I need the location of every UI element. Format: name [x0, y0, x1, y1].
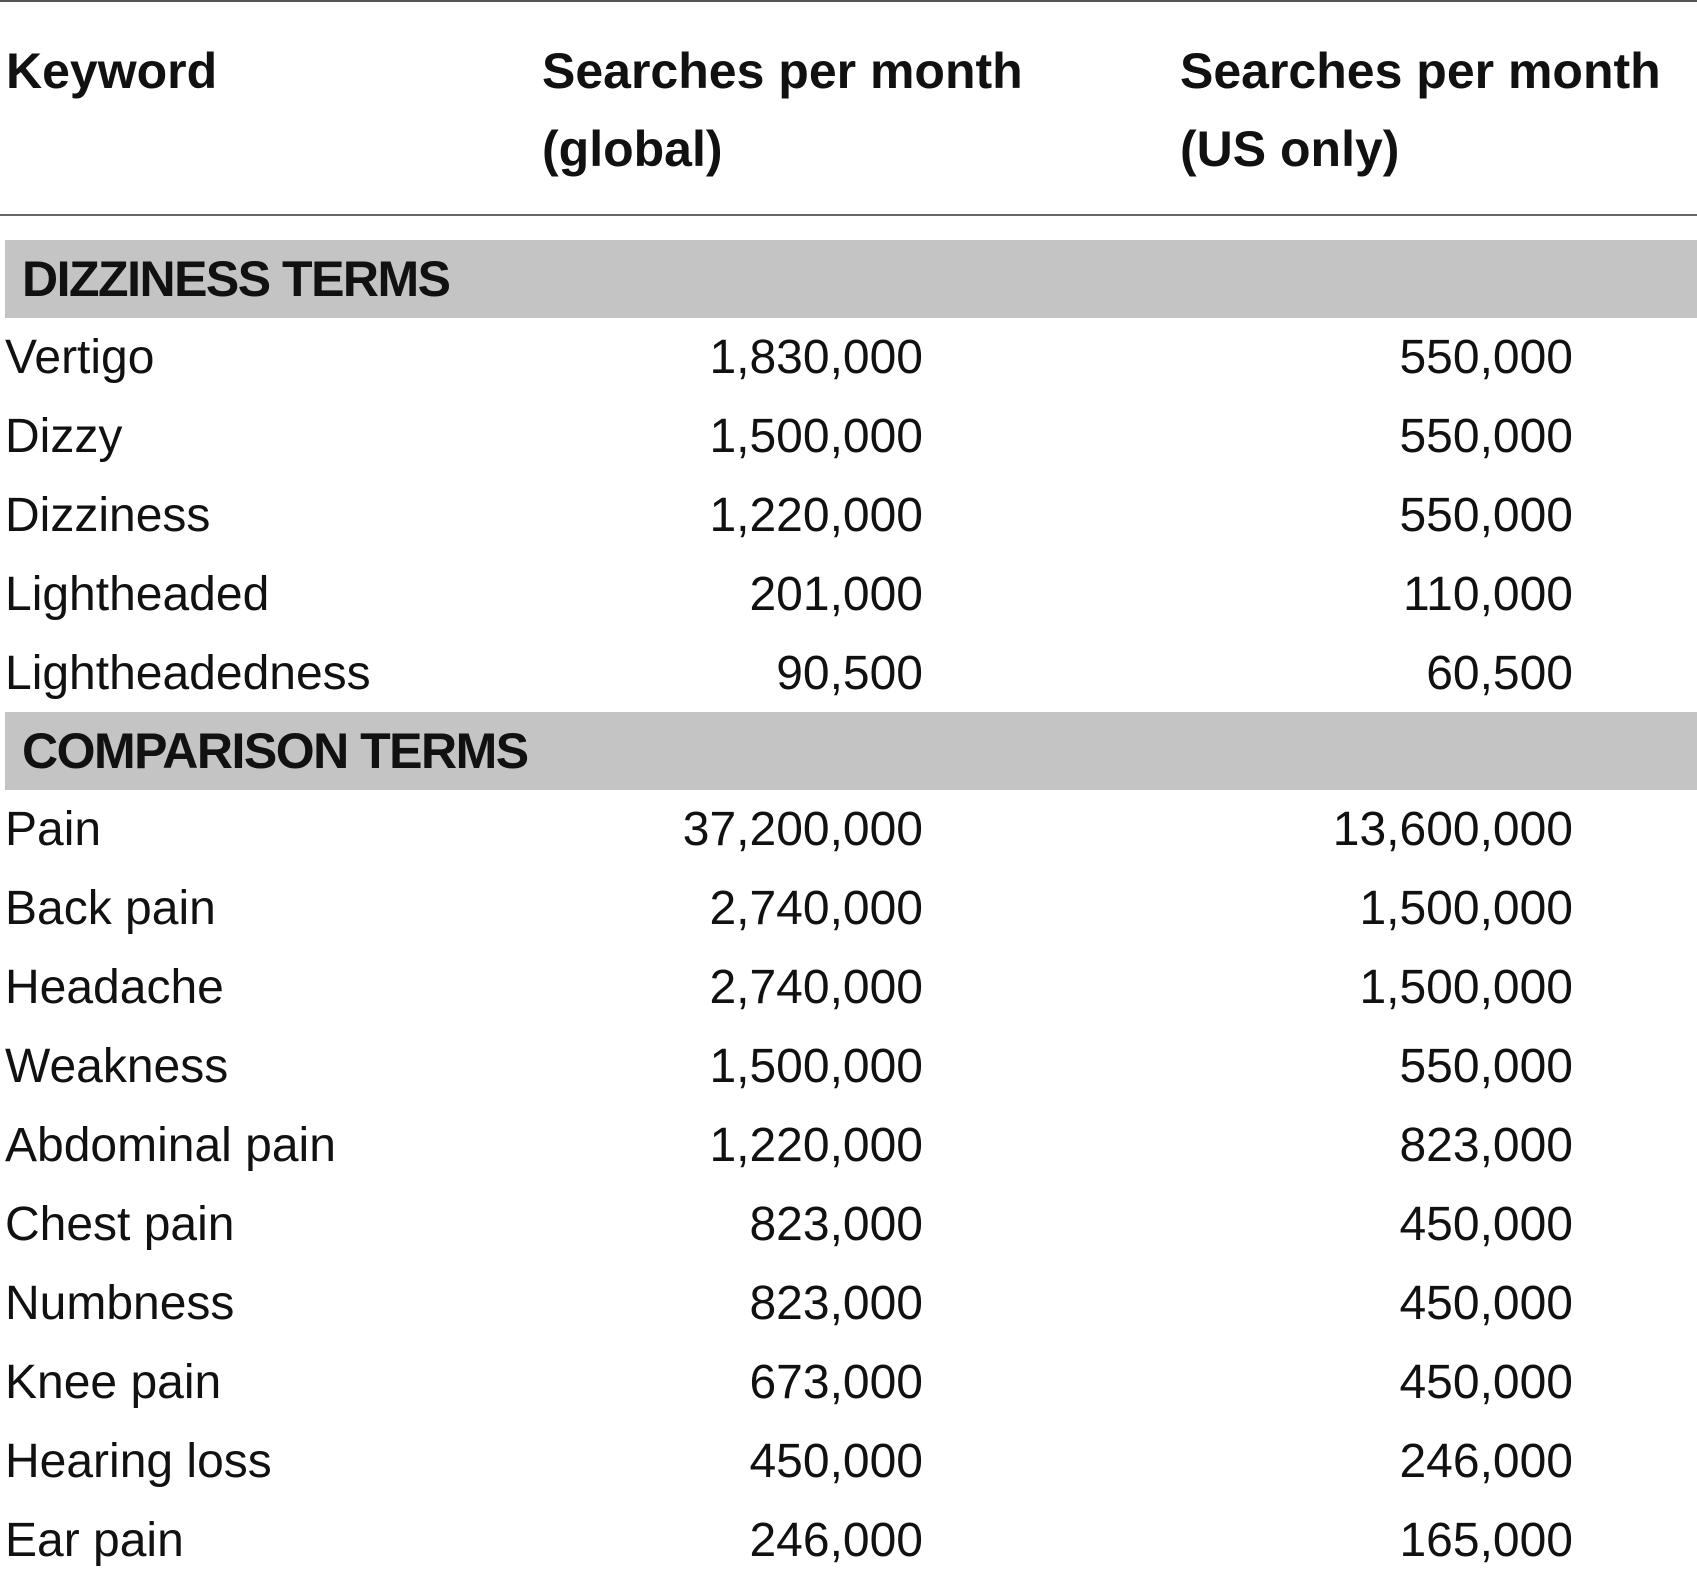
us-cell: 450,000 [1399, 1198, 1573, 1251]
keyword-cell: Chest pain [5, 1198, 235, 1251]
table-row [0, 1501, 1697, 1580]
global-cell: 37,200,000 [682, 803, 923, 856]
table-row [0, 1422, 1697, 1501]
global-cell: 1,500,000 [709, 410, 923, 463]
us-cell: 550,000 [1399, 410, 1573, 463]
keyword-cell: Lightheaded [5, 568, 270, 621]
keyword-cell: Headache [5, 961, 224, 1014]
section-dizziness-terms [5, 240, 1697, 318]
table-row [0, 948, 1697, 1027]
table-row [0, 1343, 1697, 1422]
keyword-cell: Knee pain [5, 1356, 222, 1409]
keyword-cell: Lightheadedness [5, 647, 371, 700]
section-label: DIZZINESS TERMS [22, 251, 450, 307]
us-cell: 450,000 [1399, 1356, 1573, 1409]
table-row [0, 555, 1697, 634]
header-rule [0, 214, 1697, 216]
keyword-cell: Vertigo [5, 331, 155, 384]
keyword-cell: Weakness [5, 1040, 229, 1093]
us-cell: 1,500,000 [1359, 961, 1573, 1014]
us-cell: 550,000 [1399, 331, 1573, 384]
table-row [0, 318, 1697, 397]
keyword-cell: Numbness [5, 1277, 235, 1330]
us-cell: 550,000 [1399, 1040, 1573, 1093]
keyword-cell: Dizziness [5, 489, 211, 542]
us-cell: 246,000 [1399, 1435, 1573, 1488]
us-cell: 165,000 [1399, 1514, 1573, 1567]
header-keyword: Keyword [6, 43, 218, 99]
keyword-cell: Abdominal pain [5, 1119, 336, 1172]
keyword-cell: Ear pain [5, 1514, 184, 1567]
us-cell: 450,000 [1399, 1277, 1573, 1330]
section-label: COMPARISON TERMS [22, 723, 528, 779]
us-cell: 1,500,000 [1359, 882, 1573, 935]
keyword-cell: Pain [5, 803, 102, 856]
global-cell: 1,830,000 [709, 331, 923, 384]
table-row [0, 1185, 1697, 1264]
global-cell: 823,000 [749, 1198, 923, 1251]
us-cell: 823,000 [1399, 1119, 1573, 1172]
table-row [0, 1106, 1697, 1185]
table-row [0, 476, 1697, 555]
global-cell: 201,000 [749, 568, 923, 621]
header-global-searches: Searches per month (global) [542, 43, 1023, 177]
table-row [0, 1264, 1697, 1343]
global-cell: 2,740,000 [709, 882, 923, 935]
global-cell: 2,740,000 [709, 961, 923, 1014]
keyword-cell: Back pain [5, 882, 216, 935]
table-row [0, 790, 1697, 869]
keyword-cell: Hearing loss [5, 1435, 272, 1488]
global-cell: 823,000 [749, 1277, 923, 1330]
global-cell: 450,000 [749, 1435, 923, 1488]
us-cell: 60,500 [1426, 647, 1573, 700]
global-cell: 90,500 [776, 647, 923, 700]
global-cell: 1,220,000 [709, 489, 923, 542]
table-row [0, 869, 1697, 948]
header-us-searches: Searches per month (US only) [1180, 43, 1661, 177]
table-header [0, 2, 1697, 214]
us-cell: 13,600,000 [1332, 803, 1573, 856]
section-comparison-terms [5, 712, 1697, 790]
table-row [0, 634, 1697, 713]
global-cell: 246,000 [749, 1514, 923, 1567]
global-cell: 673,000 [749, 1356, 923, 1409]
us-cell: 550,000 [1399, 489, 1573, 542]
table-row [0, 397, 1697, 476]
global-cell: 1,220,000 [709, 1119, 923, 1172]
table-row [0, 1027, 1697, 1106]
global-cell: 1,500,000 [709, 1040, 923, 1093]
keyword-cell: Dizzy [5, 410, 123, 463]
us-cell: 110,000 [1403, 568, 1573, 621]
